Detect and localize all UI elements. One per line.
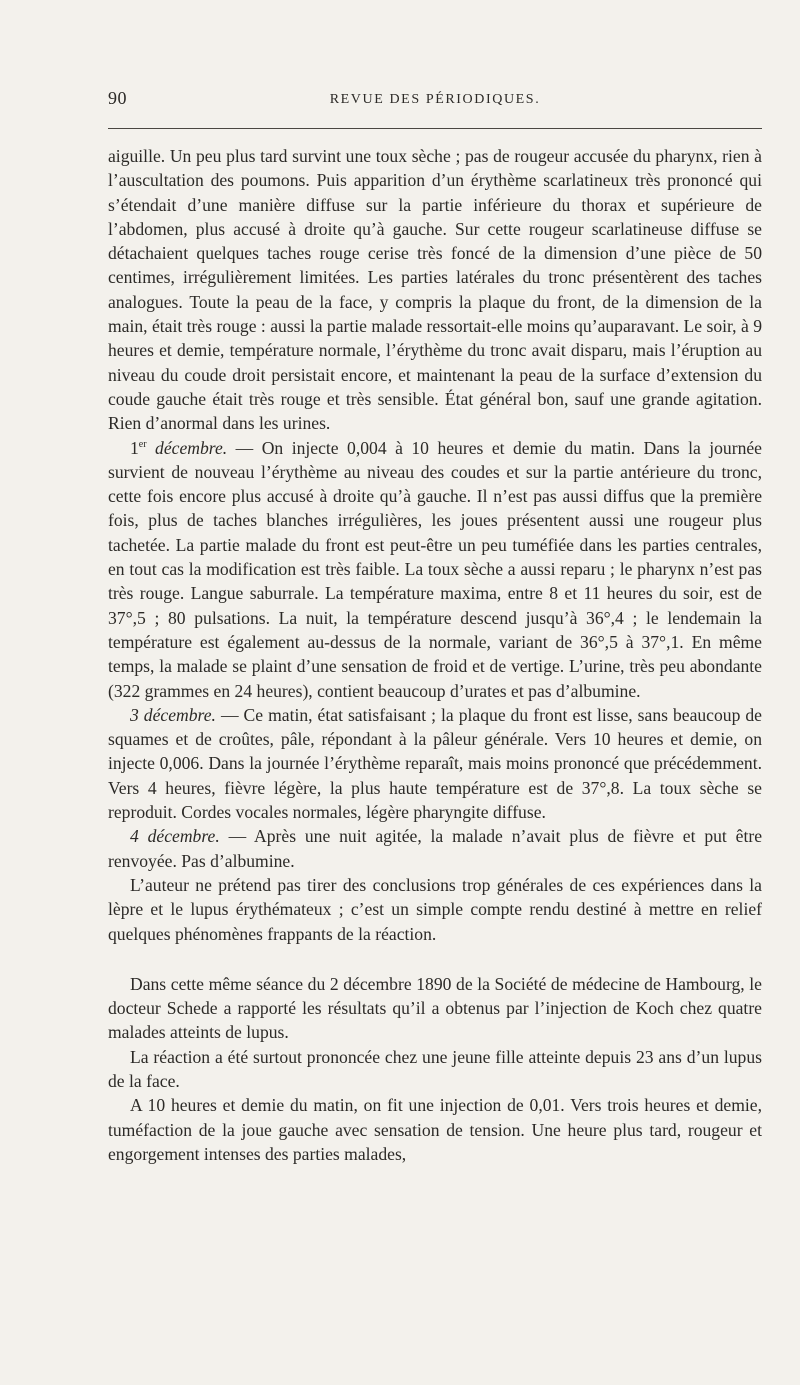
- page-header: [108, 88, 762, 114]
- date-number: 1: [130, 437, 139, 458]
- paragraph-7: La réaction a été surtout prononcée chez une jeune fille atteinte depuis 23 ans d’un lupus de la face.: [108, 1046, 762, 1091]
- body-text: [108, 144, 762, 1166]
- page-number: 90: [108, 88, 127, 108]
- running-head: REVUE DES PÉRIODIQUES.: [329, 92, 541, 107]
- date-word: décembre.: [155, 437, 228, 458]
- date-label: 3 décembre.: [130, 704, 216, 725]
- paragraph-8: A 10 heures et demie du matin, on fit une injection de 0,01. Vers trois heures et demie, tuméfaction de la joue gauche avec sensation de tension. Une heure plus tard, rougeur et engorgement intenses des parties malades,: [108, 1095, 762, 1164]
- paragraph-2-text: — On injecte 0,004 à 10 heures et demie du matin. Dans la journée survient de nouveau l’érythème au niveau des coudes et sur la partie antérieure du tronc, cette fois encore plus accusé à droite qu’à gauche. Il n’est pas aussi diffus que la première fois, plus de taches blanches irrégulières, les joues présentent aussi une rougeur plus tachetée. La partie malade du front est peut-être un peu tuméfiée dans les parties centrales, en tout cas la modification est très faible. La toux sèche a aussi reparu ; le pharynx n’est pas très rouge. Langue saburrale. La température maxima, entre 8 et 11 heures du soir, est de 37°,5 ; 80 pulsations. La nuit, la température descend jusqu’à 36°,4 ; le lendemain la température est également au-dessus de la normale, variant de 36°,5 à 37°,1. En même temps, la malade se plaint d’une sensation de froid et de vertige. L’urine, très peu abondante (322 grammes en 24 heures), contient beaucoup d’urates et pas d’albumine.: [108, 437, 762, 701]
- date-label: 4 décembre.: [130, 826, 220, 847]
- date-superscript: er: [138, 438, 147, 450]
- paragraph-1: aiguille. Un peu plus tard survint une toux sèche ; pas de rougeur accusée du pharynx, rien à l’auscultation des poumons. Puis apparition d’un érythème scarlatineux très prononcé qui s’étendait d’une manière diffuse sur la partie inférieure du thorax et supérieure de l’abdomen, plus accusé à droite qu’à gauche. Sur cette rougeur scarlatineuse diffuse se détachaient quelques taches rouge cerise très foncé de la dimension d’une pièce de 50 centimes, irrégulièrement limitées. Les parties latérales du tronc présentèrent des taches analogues. Toute la peau de la face, y compris la plaque du front, de la dimension de la main, était très rouge : aussi la partie malade ressortait-elle moins qu’auparavant. Le soir, à 9 heures et demie, température normale, l’érythème du tronc avait disparu, mais l’éruption au niveau du coude droit persistait encore, et maintenant la peau de la surface d’extension du coude gauche était très rouge et très sensible. État général bon, sauf une grande agitation. Rien d’anormal dans les urines.: [108, 146, 762, 434]
- paragraph-3: [108, 703, 762, 824]
- paragraph-5: L’auteur ne prétend pas tirer des conclusions trop générales de ces expériences dans la lèpre et le lupus érythémateux ; c’est un simple compte rendu destiné à mettre en relief quelques phénomènes frappants de la réaction.: [108, 874, 762, 944]
- paragraph-2: [108, 436, 762, 703]
- header-rule: [108, 128, 762, 129]
- paragraph-3-text: — Ce matin, état satisfaisant ; la plaque du front est lisse, sans beaucoup de squames et de croûtes, pâle, répondant à la pâleur générale. Vers 10 heures et demie, on injecte 0,006. Dans la journée l’érythème reparaît, mais moins prononcé que précédemment. Vers 4 heures, fièvre légère, la plus haute température est de 37°,8. La toux sèche se reproduit. Cordes vocales normales, légère pharyngite diffuse.: [108, 704, 762, 823]
- paragraph-4-text: — Après une nuit agitée, la malade n’avait plus de fièvre et put être renvoyée. Pas d’albumine.: [108, 826, 763, 871]
- paragraph-4: [108, 824, 762, 873]
- paragraph-6: Dans cette même séance du 2 décembre 1890 de la Société de médecine de Hambourg, le docteur Schede a rapporté les résultats qu’il a obtenus par l’injection de Koch chez quatre malades atteints de lupus.: [108, 973, 762, 1043]
